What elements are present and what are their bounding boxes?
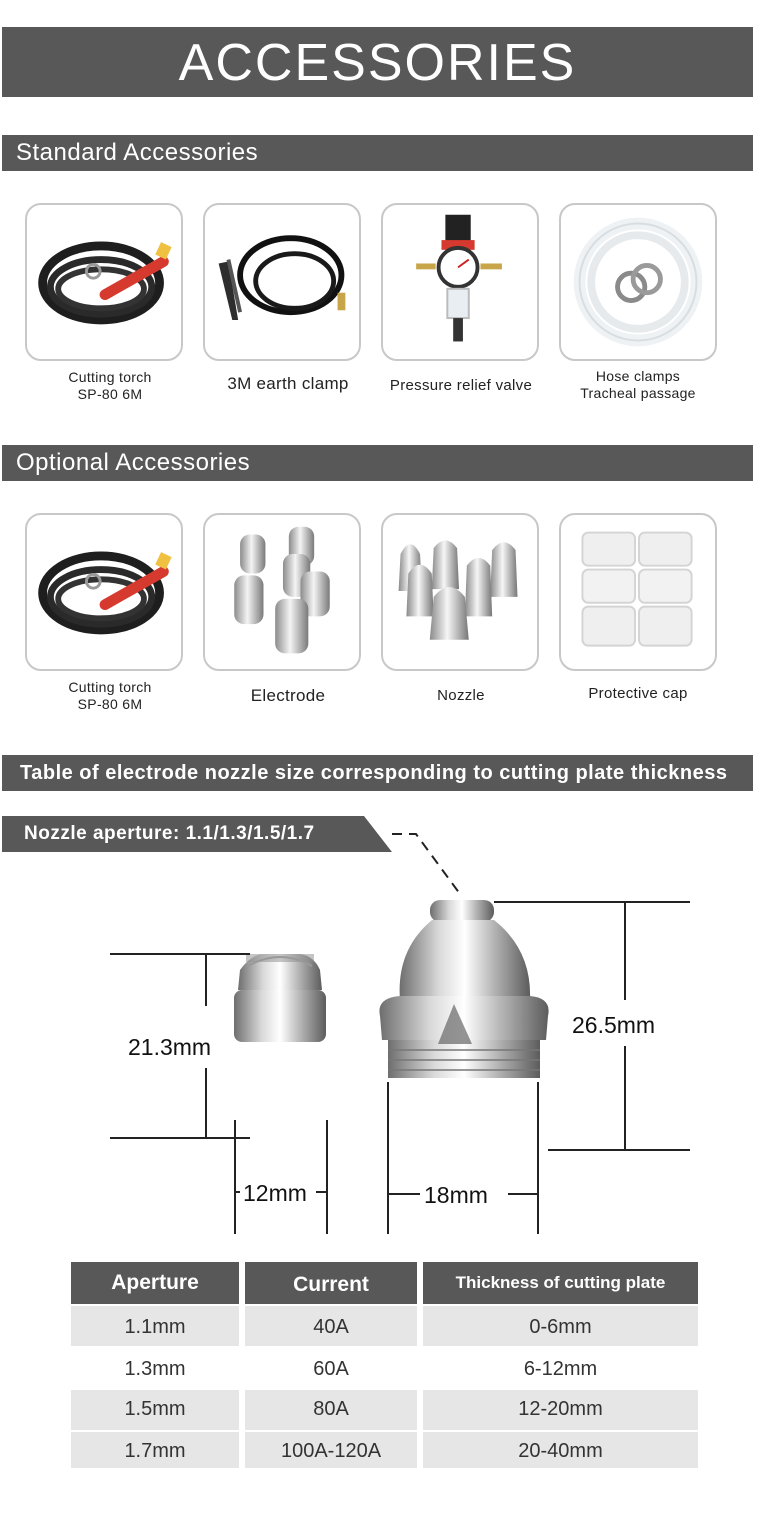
caption-line: Nozzle xyxy=(437,687,485,704)
table-cell: 0-6mm xyxy=(529,1316,592,1338)
section-title: Optional Accessories xyxy=(16,449,251,476)
table-cell: 6-12mm xyxy=(523,1358,598,1380)
table-section-header xyxy=(2,755,753,791)
torch-cable-image xyxy=(25,513,183,671)
caption-line: SP-80 6M xyxy=(77,696,143,712)
nozzle-photo xyxy=(379,900,548,1078)
section-title: Table of electrode nozzle size corresponding to cutting plate thickness xyxy=(20,762,728,784)
nozzle-image xyxy=(381,513,539,671)
aperture-tag-text: Nozzle aperture: 1.1/1.3/1.5/1.7 xyxy=(24,823,315,844)
table-cell: 1.3mm xyxy=(124,1358,186,1380)
table-cell: 1.7mm xyxy=(124,1440,186,1462)
caption-line: SP-80 6M xyxy=(77,386,143,402)
standard-accessories-header xyxy=(2,135,753,171)
hose-clamp-image xyxy=(559,203,717,361)
table-cell: 100A-120A xyxy=(280,1440,382,1462)
caption-line: Cutting torch xyxy=(68,679,152,695)
caption-protective-cap xyxy=(553,685,723,702)
protective-cap-image xyxy=(559,513,717,671)
table-cell: 1.1mm xyxy=(124,1316,186,1338)
caption-line: Cutting torch xyxy=(68,369,152,385)
caption-line: Hose clamps xyxy=(595,368,681,384)
caption-line: Electrode xyxy=(250,686,326,705)
pressure-valve-image xyxy=(381,203,539,361)
optional-accessories-header xyxy=(2,445,753,481)
caption-line: Tracheal passage xyxy=(580,385,696,401)
table-header-aperture: Aperture xyxy=(71,1262,239,1304)
caption-earth-clamp xyxy=(203,375,373,392)
table-cell: 20-40mm xyxy=(518,1440,603,1462)
table-header-thickness: Thickness of cutting plate xyxy=(423,1262,698,1304)
caption-electrode xyxy=(203,687,373,704)
caption-line: Pressure relief valve xyxy=(389,377,533,394)
table-cell: 1.5mm xyxy=(124,1398,186,1420)
caption-cutting-torch xyxy=(25,679,195,713)
table-cell: 80A xyxy=(313,1398,349,1420)
caption-line: 3M earth clamp xyxy=(227,374,349,393)
table-cell: 12-20mm xyxy=(518,1398,603,1420)
electrode-photo xyxy=(234,954,326,1042)
page-title-banner xyxy=(2,27,753,97)
torch-cable-image xyxy=(25,203,183,361)
table-cell: 60A xyxy=(313,1358,349,1380)
caption-hose-clamps xyxy=(553,368,723,402)
table-cell: 40A xyxy=(313,1316,349,1338)
caption-nozzle xyxy=(376,687,546,704)
nozzle-height-label: 26.5mm xyxy=(572,1012,656,1038)
caption-line: Protective cap xyxy=(588,685,688,702)
electrode-image xyxy=(203,513,361,671)
electrode-width-label: 12mm xyxy=(243,1180,307,1206)
caption-cutting-torch xyxy=(25,369,195,403)
nozzle-width-label: 18mm xyxy=(424,1182,488,1208)
section-title: Standard Accessories xyxy=(16,139,259,166)
page-title: ACCESSORIES xyxy=(178,34,577,92)
electrode-height-label: 21.3mm xyxy=(128,1034,212,1060)
caption-pressure-valve xyxy=(376,377,546,394)
table-header-current: Current xyxy=(245,1262,417,1304)
earth-clamp-image xyxy=(203,203,361,361)
